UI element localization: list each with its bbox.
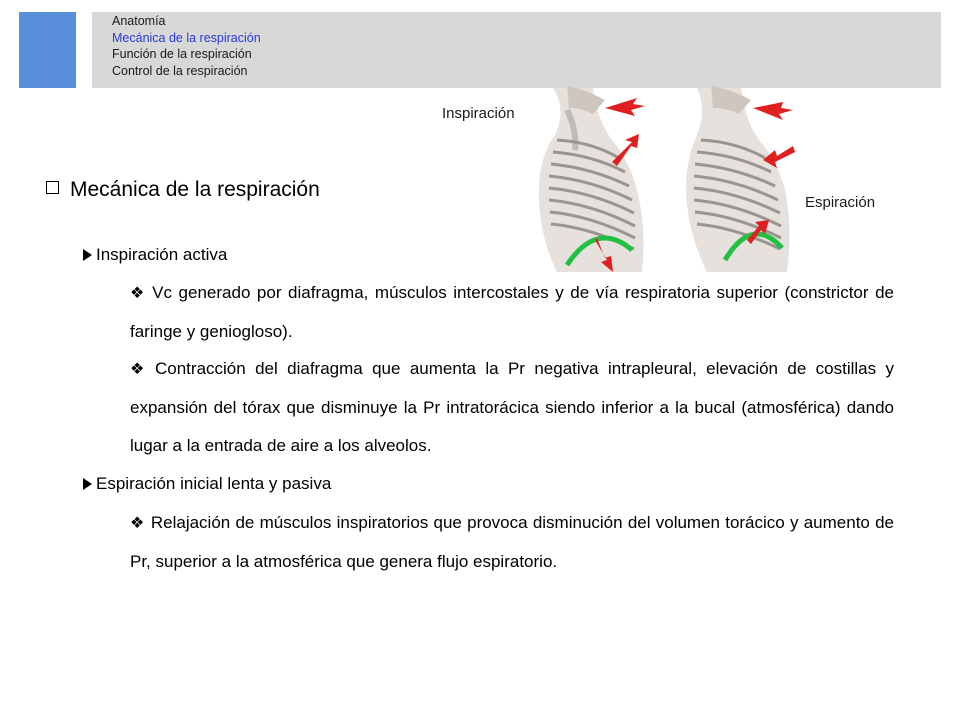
diamond-bullet-icon: ❖ (130, 515, 145, 532)
point-text: Relajación de músculos inspiratorios que provoca disminución del volumen torácico y aumento de Pr, superior a la atmosférica que genera flujo espiratorio. (130, 513, 895, 571)
label-inspiration: Inspiración (442, 105, 515, 122)
arrow-bullet-icon (83, 249, 92, 261)
point-text: Contracción del diafragma que aumenta la Pr negativa intrapleural, elevación de costillas y expansión del tórax que disminuye la Pr intratorácica siendo inferior a la bucal (atmosférica) dando lugar a la entrada de aire a los alveolos. (130, 359, 894, 455)
section-title-text: Espiración inicial lenta y pasiva (96, 474, 332, 493)
section-expiration-title (83, 474, 331, 494)
section-heading (46, 178, 320, 202)
label-expiration: Espiración (805, 194, 876, 211)
torso-expiration (686, 86, 795, 272)
section-inspiration-title (83, 245, 227, 265)
diamond-bullet-icon: ❖ (130, 285, 147, 302)
section-title-text: Inspiración activa (96, 245, 228, 264)
point-expiration-1 (130, 504, 894, 581)
thorax-illustration (497, 80, 815, 272)
point-inspiration-2 (130, 350, 894, 465)
point-inspiration-1 (130, 274, 894, 351)
brand-square (19, 12, 76, 88)
nav-item-mecanica[interactable]: Mecánica de la respiración (112, 30, 261, 45)
nav-list (112, 13, 261, 79)
torso-inspiration (539, 86, 645, 272)
checkbox-bullet-icon (46, 181, 59, 194)
respiration-figure (497, 80, 815, 272)
point-text: Vc generado por diafragma, músculos intercostales y de vía respiratoria superior (constrictor de faringe y geniogloso). (130, 283, 894, 341)
arrow-bullet-icon (83, 478, 92, 490)
heading-text: Mecánica de la respiración (70, 178, 320, 201)
nav-item-control[interactable]: Control de la respiración (112, 63, 248, 78)
navigation-bar (92, 12, 941, 88)
nav-item-anatomia[interactable]: Anatomía (112, 14, 166, 28)
nav-item-funcion[interactable]: Función de la respiración (112, 47, 252, 61)
diamond-bullet-icon: ❖ (130, 361, 149, 378)
